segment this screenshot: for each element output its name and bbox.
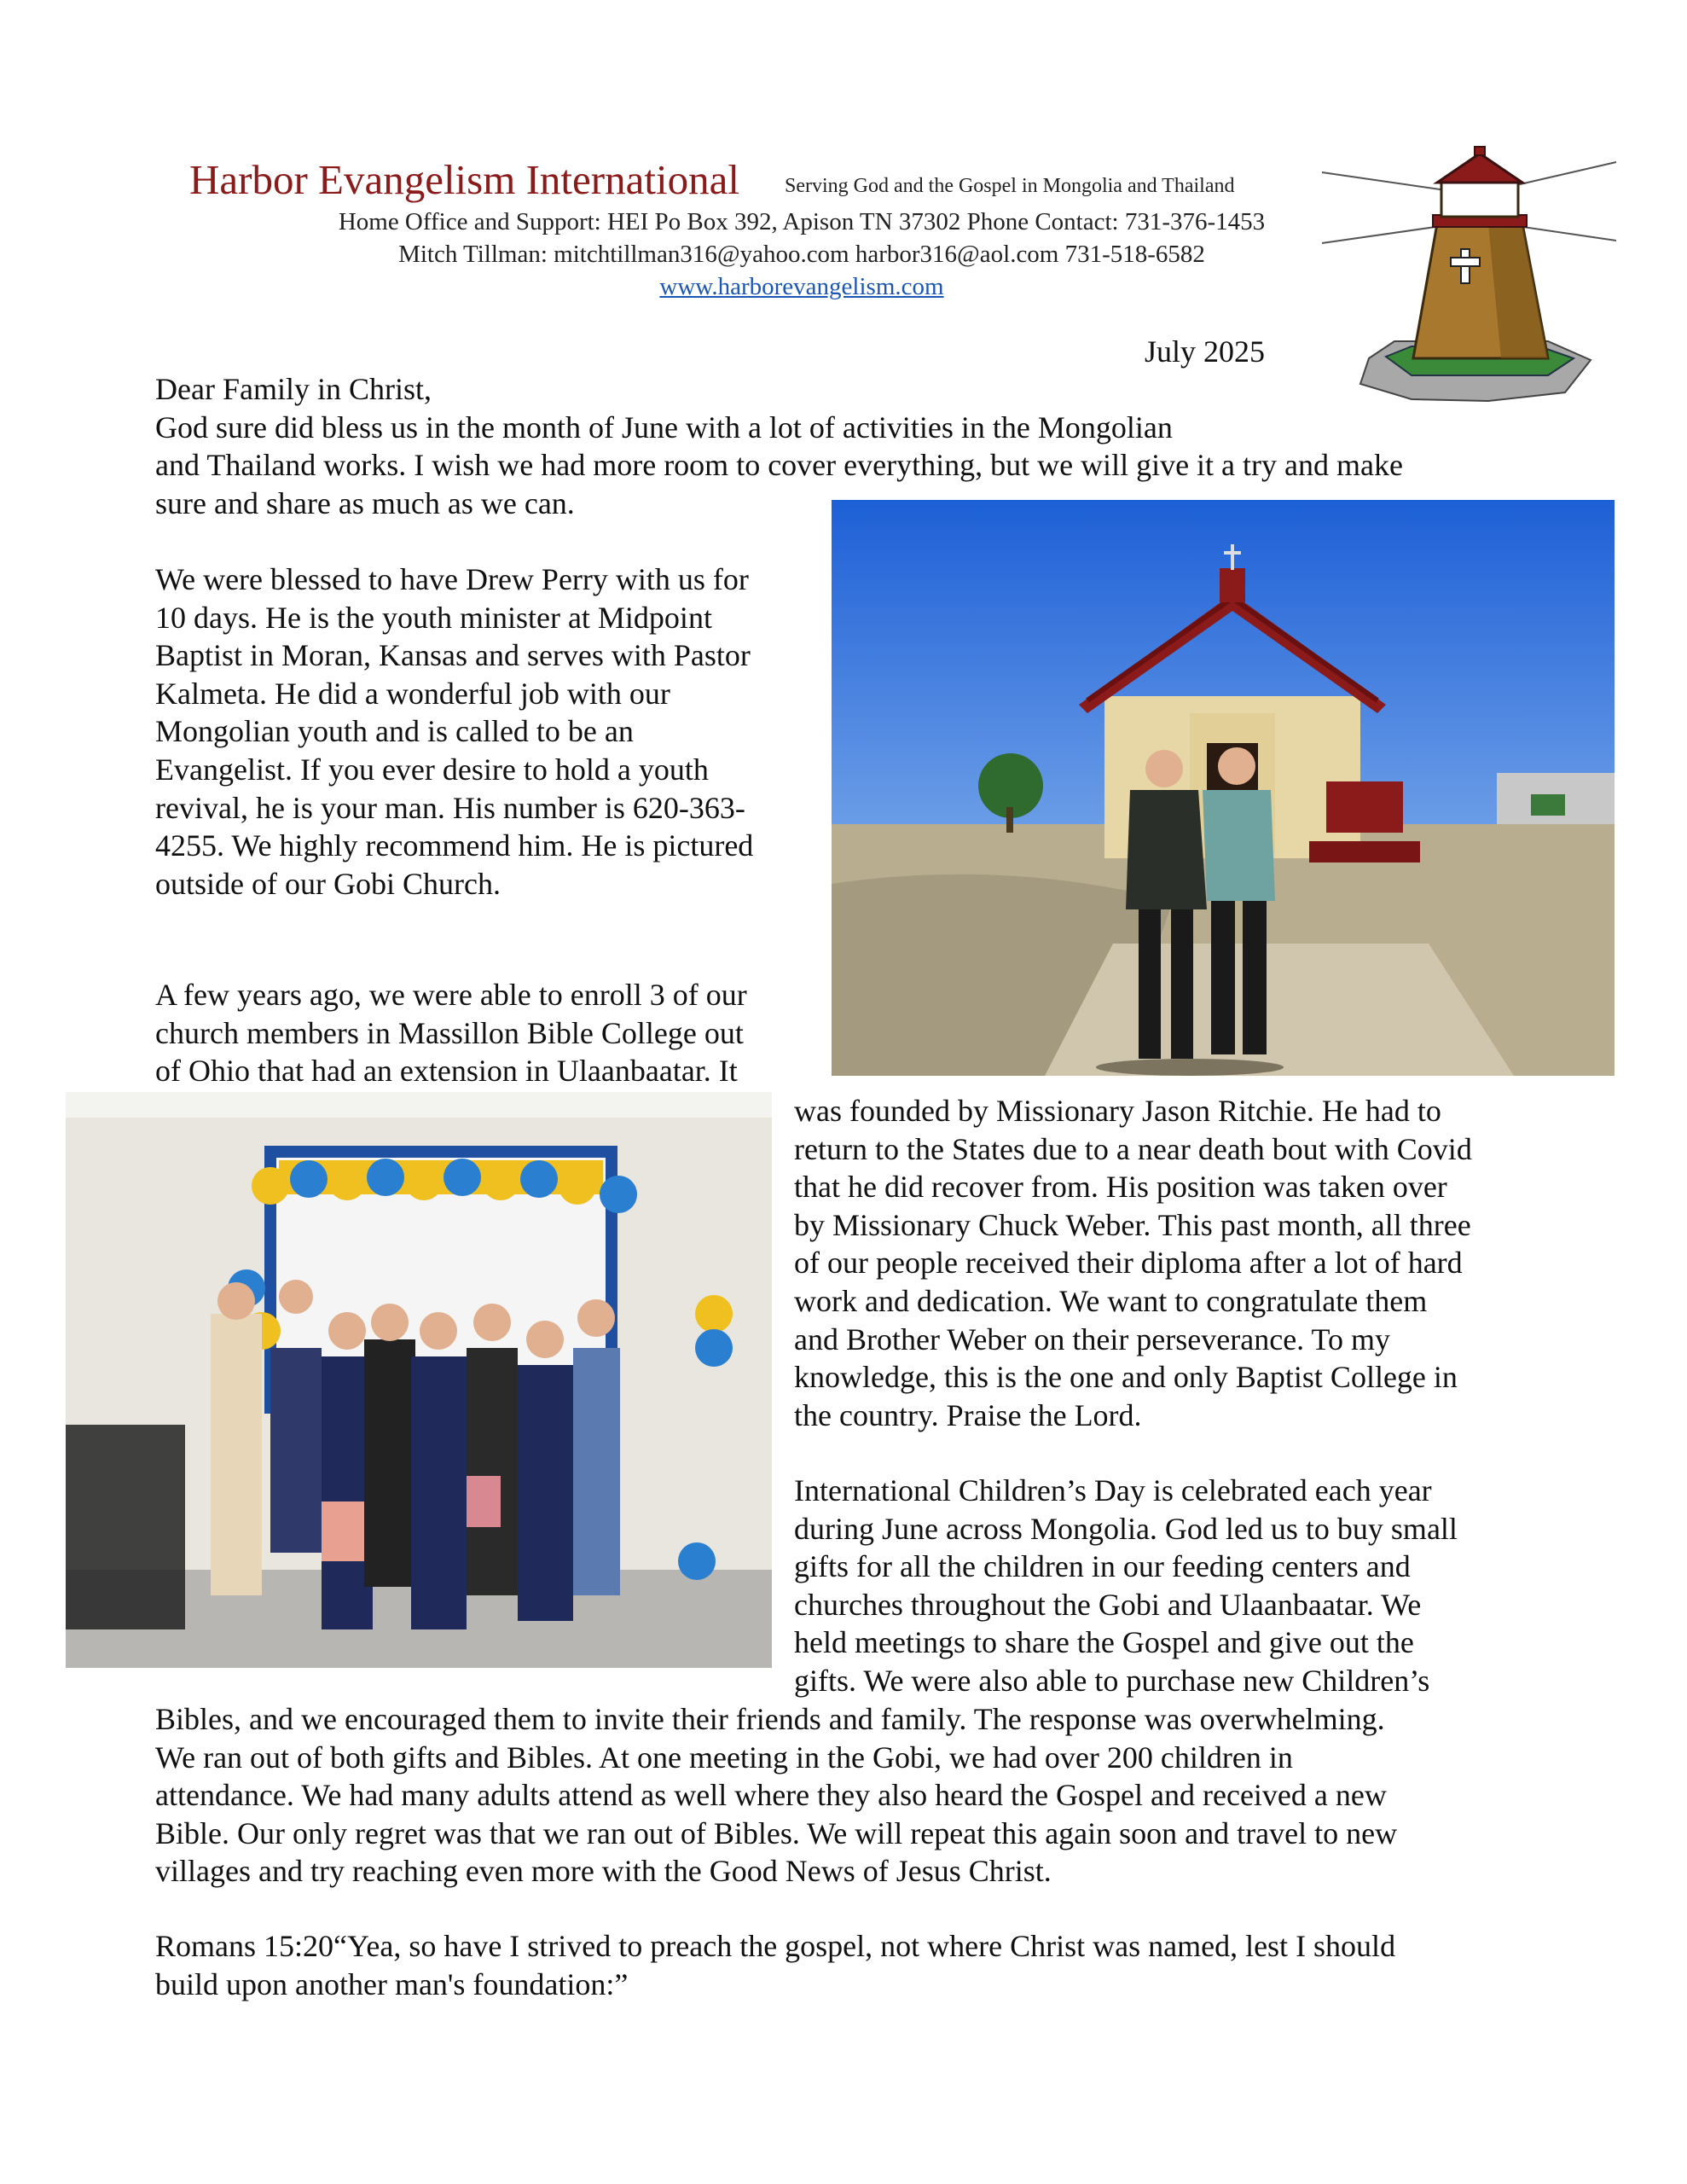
para2-line: Kalmeta. He did a wonderful job with our (155, 676, 670, 711)
para2-line: Mongolian youth and is called to be an (155, 714, 634, 749)
scripture-verse (155, 1927, 1395, 2003)
para3-line: the country. Praise the Lord. (794, 1397, 1142, 1432)
verse-line: build upon another man's foundation:” (155, 1966, 629, 2001)
para3-line: work and dedication. We want to congratulate them (794, 1283, 1428, 1318)
website-link[interactable]: www.harborevangelism.com (659, 273, 944, 300)
para3-line: church members in Massillon Bible College out (155, 1015, 744, 1050)
para4-line: Bible. Our only regret was that we ran out of Bibles. We will repeat this again soon and travel to new (155, 1815, 1398, 1850)
para2-line: Baptist in Moran, Kansas and serves with Pastor (155, 638, 751, 673)
para4-right-block (794, 1472, 1458, 1700)
para4-line: We ran out of both gifts and Bibles. At one meeting in the Gobi, we had over 200 children in (155, 1740, 1293, 1774)
para3-line: A few years ago, we were able to enroll 3 of our (155, 978, 747, 1012)
para3-line: was founded by Missionary Jason Ritchie. He had to (794, 1094, 1441, 1128)
para3-line: return to the States due to a near death bout with Covid (794, 1131, 1472, 1166)
verse-line: Romans 15:20“Yea, so have I strived to preach the gospel, not where Christ was named, lest I should (155, 1929, 1396, 1963)
salutation: Dear Family in Christ, (155, 372, 432, 406)
para2-line: Evangelist. If you ever desire to hold a youth (155, 752, 709, 787)
para3-line: by Missionary Chuck Weber. This past month, all three (794, 1207, 1471, 1242)
para2-line: We were blessed to have Drew Perry with us for (155, 562, 749, 596)
para3-line: of Ohio that had an extension in Ulaanbaatar. It (155, 1054, 738, 1089)
para3-line: knowledge, this is the one and only Baptist College in (794, 1360, 1458, 1395)
para4-line: attendance. We had many adults attend as well where they also heard the Gospel and received a new (155, 1778, 1387, 1813)
para4-line: during June across Mongolia. God led us to buy small (794, 1511, 1458, 1546)
para1-line: and Thailand works. I wish we had more room to cover everything, but we will give it a try and make (155, 448, 1403, 482)
para4-line: gifts for all the children in our feeding centers and (794, 1549, 1411, 1584)
para3-line: and Brother Weber on their perseverance. To my (794, 1321, 1390, 1356)
gobi-church-photo (832, 500, 1615, 1076)
para4-line: Bibles, and we encouraged them to invite their friends and family. The response was overwhelming. (155, 1702, 1385, 1736)
para1-line: God sure did bless us in the month of June with a lot of activities in the Mongolian (155, 410, 1173, 444)
para4-full-block (155, 1700, 1397, 1891)
graduation-photo (66, 1092, 772, 1668)
para2-line: revival, he is your man. His number is 620-363- (155, 790, 745, 825)
org-title: Harbor Evangelism International (189, 156, 739, 203)
para2-line: 4255. We highly recommend him. He is pictured (155, 828, 754, 863)
personal-contact-line: Mitch Tillman: mitchtillman316@yahoo.com harbor316@aol.com 731-518-6582 (398, 241, 1205, 268)
letter-date: July 2025 (1145, 334, 1266, 369)
para4-line: International Children’s Day is celebrated each year (794, 1473, 1432, 1507)
para2-line: outside of our Gobi Church. (155, 866, 501, 901)
office-contact-line: Home Office and Support: HEI Po Box 392, Apison TN 37302 Phone Contact: 731-376-1453 (338, 208, 1266, 235)
para3-top-block (155, 976, 747, 1090)
para3-right-block (794, 1092, 1472, 1434)
para2-block (155, 561, 753, 903)
para3-line: that he did recover from. His position was taken over (794, 1170, 1447, 1205)
para1-line: sure and share as much as we can. (155, 486, 575, 520)
para4-line: churches throughout the Gobi and Ulaanbaatar. We (794, 1587, 1422, 1622)
para3-line: of our people received their diploma after a lot of hard (794, 1246, 1463, 1281)
para4-line: villages and try reaching even more with the Good News of Jesus Christ. (155, 1854, 1052, 1889)
para4-line: held meetings to share the Gospel and give out the (794, 1625, 1414, 1660)
org-tagline: Serving God and the Gospel in Mongolia and Thailand (785, 175, 1235, 197)
lighthouse-logo (1318, 145, 1625, 427)
para4-line: gifts. We were also able to purchase new Children’s (794, 1663, 1430, 1698)
para2-line: 10 days. He is the youth minister at Midpoint (155, 600, 712, 635)
